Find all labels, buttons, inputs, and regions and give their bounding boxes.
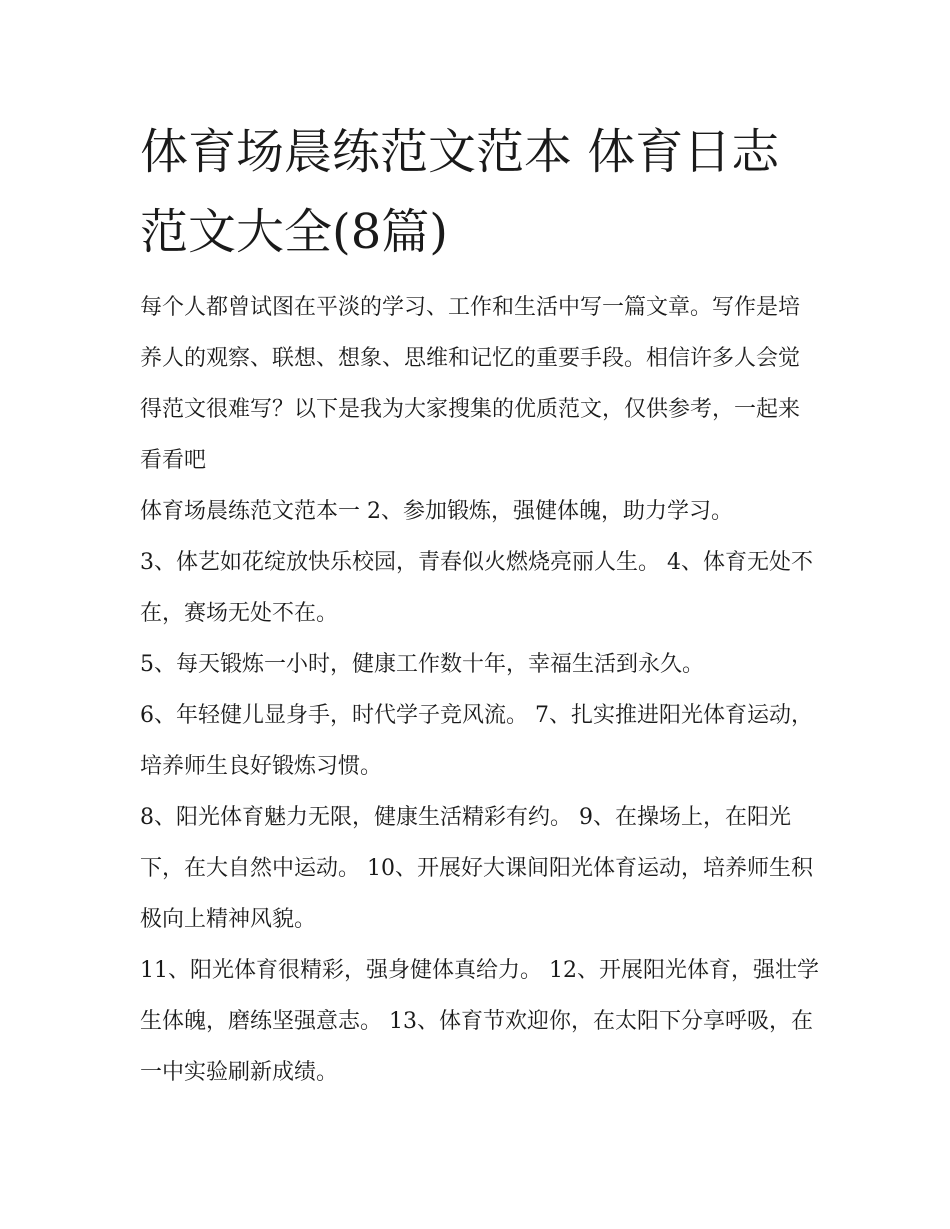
body-paragraph: 3、体艺如花绽放快乐校园，青春似火燃烧亮丽人生。 4、体育无处不在，赛场无处不在。: [140, 550, 813, 626]
intro-paragraph: 每个人都曾试图在平淡的学习、工作和生活中写一篇文章。写作是培养人的观察、联想、想象、思维和记忆的重要手段。相信许多人会觉得范文很难写？以下是我为大家搜集的优质范文，仅供参考，一起来看看吧: [140, 295, 801, 473]
body-paragraph: 8、阳光体育魅力无限，健康生活精彩有约。 9、在操场上，在阳光下，在大自然中运动。 10、开展好大课间阳光体育运动，培养师生积极向上精神风貌。: [140, 805, 813, 932]
document-page: [140, 112, 820, 1098]
body-paragraph: 体育场晨练范文范本一 2、参加锻炼，强健体魄，助力学习。: [140, 499, 733, 524]
body-paragraph: 5、每天锻炼一小时，健康工作数十年，幸福生活到永久。: [140, 652, 704, 677]
document-title: 体育场晨练范文范本 体育日志范文大全(8篇): [140, 124, 780, 260]
body-paragraph: 6、年轻健儿显身手，时代学子竞风流。 7、扎实推进阳光体育运动，培养师生良好锻炼习惯。: [140, 703, 813, 779]
body-paragraph: 11、阳光体育很精彩，强身健体真给力。 12、开展阳光体育，强壮学生体魄，磨练坚强意志。 13、体育节欢迎你，在太阳下分享呼吸，在一中实验刷新成绩。: [140, 958, 819, 1085]
